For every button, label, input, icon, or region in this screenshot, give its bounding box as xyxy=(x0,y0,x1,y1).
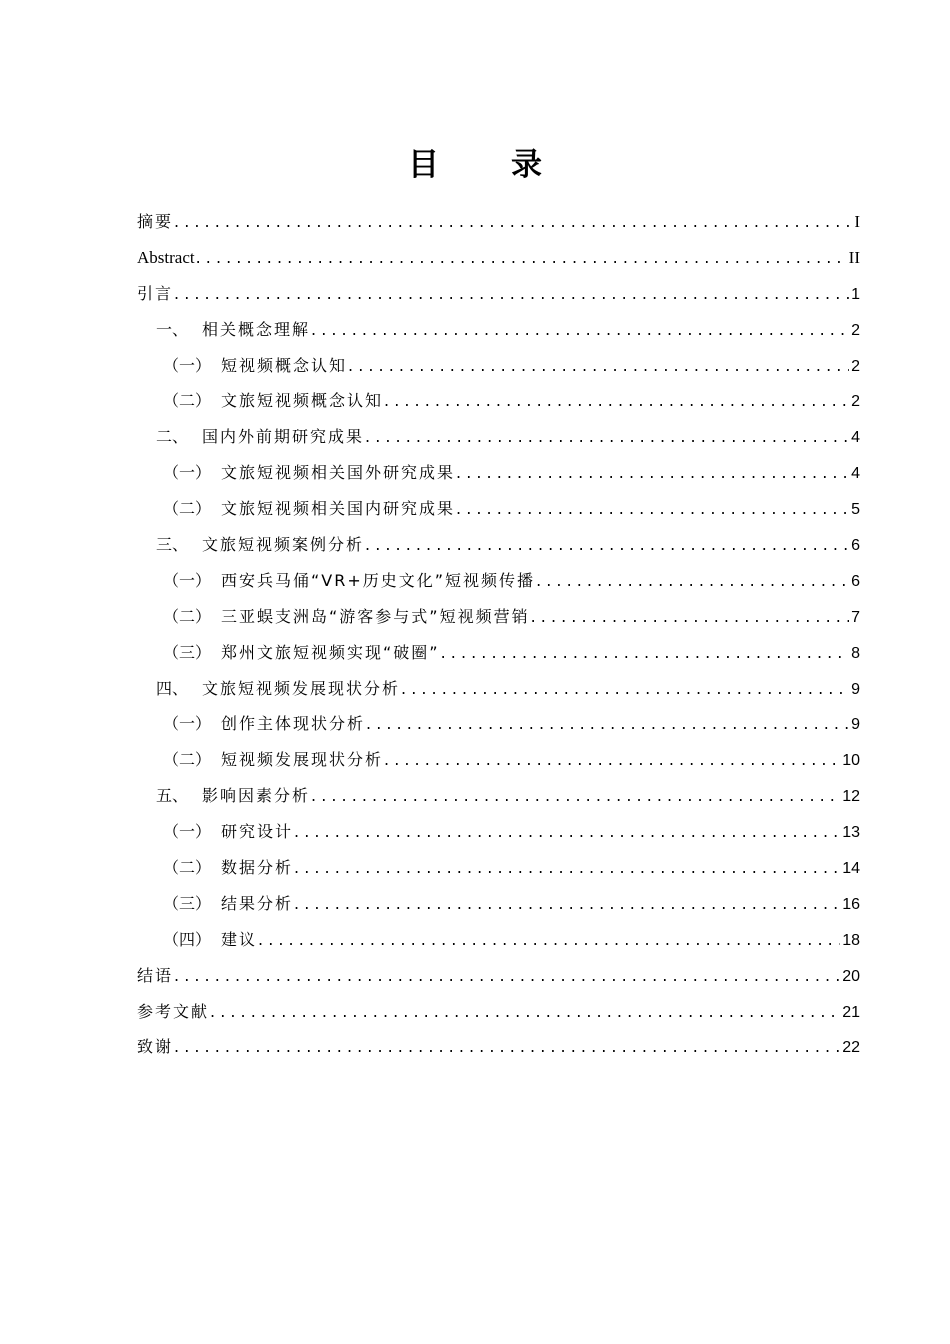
toc-entry-page-number: 2 xyxy=(851,357,860,375)
toc-entry[interactable] xyxy=(137,778,860,814)
toc-leader-dots xyxy=(258,922,840,958)
toc-leader-dots xyxy=(384,742,840,778)
toc-leader-dots xyxy=(365,527,849,563)
toc-leader-dots xyxy=(456,491,849,527)
toc-leader-dots xyxy=(294,886,840,922)
toc-entry-label: 建议 xyxy=(221,929,258,949)
toc-entry[interactable] xyxy=(137,1029,860,1065)
toc-leader-dots xyxy=(174,1029,840,1065)
toc-entry-number: （一） xyxy=(163,822,212,842)
toc-entry-page-number: 12 xyxy=(842,788,860,806)
toc-entry-page-number: 2 xyxy=(851,393,860,411)
toc-leader-dots xyxy=(174,958,840,994)
toc-entry-page-number: 21 xyxy=(842,1003,860,1021)
toc-entry-label: 文旅短视频案例分析 xyxy=(202,535,365,555)
toc-entry-label: 结语 xyxy=(137,965,174,985)
toc-entry-number: （三） xyxy=(163,642,212,662)
toc-leader-dots xyxy=(210,994,840,1030)
toc-leader-dots xyxy=(536,563,849,599)
toc-entry[interactable] xyxy=(137,204,860,240)
toc-entry-number: 一、 xyxy=(156,319,189,339)
toc-entry-label: 致谢 xyxy=(137,1037,174,1057)
toc-leader-dots xyxy=(348,348,849,384)
toc-leader-dots xyxy=(311,312,849,348)
table-of-contents xyxy=(137,204,860,1065)
toc-entry-page-number: 2 xyxy=(851,321,860,339)
toc-leader-dots xyxy=(311,778,840,814)
toc-entry-number: （二） xyxy=(163,499,212,519)
toc-entry[interactable] xyxy=(137,635,860,671)
toc-entry[interactable] xyxy=(137,886,860,922)
toc-entry[interactable] xyxy=(137,455,860,491)
toc-entry-label: 西安兵马俑“VR+历史文化”短视频传播 xyxy=(221,570,536,590)
toc-entry-label: 相关概念理解 xyxy=(202,319,311,339)
toc-leader-dots xyxy=(384,383,849,419)
toc-entry-number: （一） xyxy=(163,714,212,734)
toc-entry-number: （三） xyxy=(163,893,212,913)
toc-entry-page-number: II xyxy=(848,247,860,267)
toc-entry-page-number: 18 xyxy=(842,931,860,949)
toc-entry-label: 国内外前期研究成果 xyxy=(202,427,365,447)
toc-entry[interactable] xyxy=(137,491,860,527)
toc-entry-number: （二） xyxy=(163,858,212,878)
toc-entry[interactable] xyxy=(137,814,860,850)
toc-entry-number: 四、 xyxy=(156,678,189,698)
toc-entry[interactable] xyxy=(137,671,860,707)
toc-entry-page-number: 1 xyxy=(851,285,860,303)
toc-leader-dots xyxy=(174,204,852,240)
toc-entry-label: 三亚蜈支洲岛“游客参与式”短视频营销 xyxy=(221,606,530,626)
toc-entry-page-number: 7 xyxy=(851,608,860,626)
toc-entry[interactable] xyxy=(137,599,860,635)
toc-entry[interactable] xyxy=(137,958,860,994)
toc-leader-dots xyxy=(366,706,849,742)
toc-leader-dots xyxy=(441,635,850,671)
toc-entry-label: 文旅短视频相关国内研究成果 xyxy=(221,499,456,519)
toc-title xyxy=(0,143,950,187)
toc-entry-label: 影响因素分析 xyxy=(202,786,311,806)
toc-entry[interactable] xyxy=(137,312,860,348)
toc-entry-label: 参考文献 xyxy=(137,1001,210,1021)
toc-entry[interactable] xyxy=(137,563,860,599)
toc-entry-label: 研究设计 xyxy=(221,822,294,842)
toc-entry[interactable] xyxy=(137,850,860,886)
toc-entry-page-number: 16 xyxy=(842,895,860,913)
toc-entry-number: （二） xyxy=(163,750,212,770)
toc-entry-label: 摘要 xyxy=(137,212,174,231)
toc-entry-page-number: 4 xyxy=(851,465,860,483)
toc-entry-number: （二） xyxy=(163,391,212,411)
toc-entry-label: 结果分析 xyxy=(221,893,294,913)
toc-leader-dots xyxy=(294,850,840,886)
toc-entry-label: 郑州文旅短视频实现“破圈” xyxy=(221,642,440,662)
toc-leader-dots xyxy=(456,455,849,491)
toc-entry-number: （四） xyxy=(163,929,212,949)
toc-leader-dots xyxy=(174,276,849,312)
toc-entry-label: 创作主体现状分析 xyxy=(221,714,366,734)
toc-entry-page-number: I xyxy=(854,212,860,231)
toc-entry-page-number: 5 xyxy=(851,501,860,519)
toc-entry-number: （二） xyxy=(163,606,212,626)
toc-entry-page-number: 9 xyxy=(851,680,860,698)
toc-entry[interactable] xyxy=(137,994,860,1030)
toc-leader-dots xyxy=(196,240,847,276)
toc-entry-page-number: 4 xyxy=(851,429,860,447)
toc-entry-label: Abstract xyxy=(137,247,195,267)
toc-leader-dots xyxy=(365,419,849,455)
toc-leader-dots xyxy=(294,814,840,850)
toc-entry-page-number: 6 xyxy=(851,572,860,590)
toc-entry-label: 数据分析 xyxy=(221,858,294,878)
toc-leader-dots xyxy=(401,671,849,707)
toc-entry-page-number: 6 xyxy=(851,537,860,555)
toc-entry[interactable] xyxy=(137,742,860,778)
toc-entry-label: 文旅短视频概念认知 xyxy=(221,391,384,411)
toc-entry-page-number: 10 xyxy=(842,752,860,770)
toc-entry-page-number: 22 xyxy=(842,1039,860,1057)
toc-entry-number: （一） xyxy=(163,355,212,375)
toc-entry-number: 二、 xyxy=(156,427,189,447)
toc-entry[interactable] xyxy=(137,383,860,419)
toc-entry-label: 文旅短视频相关国外研究成果 xyxy=(221,463,456,483)
toc-entry[interactable] xyxy=(137,348,860,384)
toc-entry[interactable] xyxy=(137,240,860,276)
toc-entry-label: 引言 xyxy=(137,283,174,303)
toc-leader-dots xyxy=(531,599,850,635)
toc-entry[interactable] xyxy=(137,276,860,312)
toc-entry-page-number: 20 xyxy=(842,967,860,985)
toc-entry-page-number: 13 xyxy=(842,824,860,842)
toc-entry[interactable] xyxy=(137,922,860,958)
toc-entry-label: 短视频发展现状分析 xyxy=(221,750,384,770)
toc-entry-number: 五、 xyxy=(156,786,189,806)
toc-entry-number: （一） xyxy=(163,463,212,483)
toc-entry[interactable] xyxy=(137,527,860,563)
toc-entry-page-number: 9 xyxy=(851,716,860,734)
toc-entry[interactable] xyxy=(137,706,860,742)
toc-title-char-1: 目 xyxy=(408,147,439,183)
toc-entry-label: 文旅短视频发展现状分析 xyxy=(202,678,401,698)
toc-entry-page-number: 8 xyxy=(851,644,860,662)
toc-title-char-2: 录 xyxy=(511,147,542,183)
toc-entry-label: 短视频概念认知 xyxy=(221,355,348,375)
toc-entry[interactable] xyxy=(137,419,860,455)
toc-entry-number: （一） xyxy=(163,570,212,590)
toc-entry-page-number: 14 xyxy=(842,860,860,878)
toc-entry-number: 三、 xyxy=(156,535,189,555)
